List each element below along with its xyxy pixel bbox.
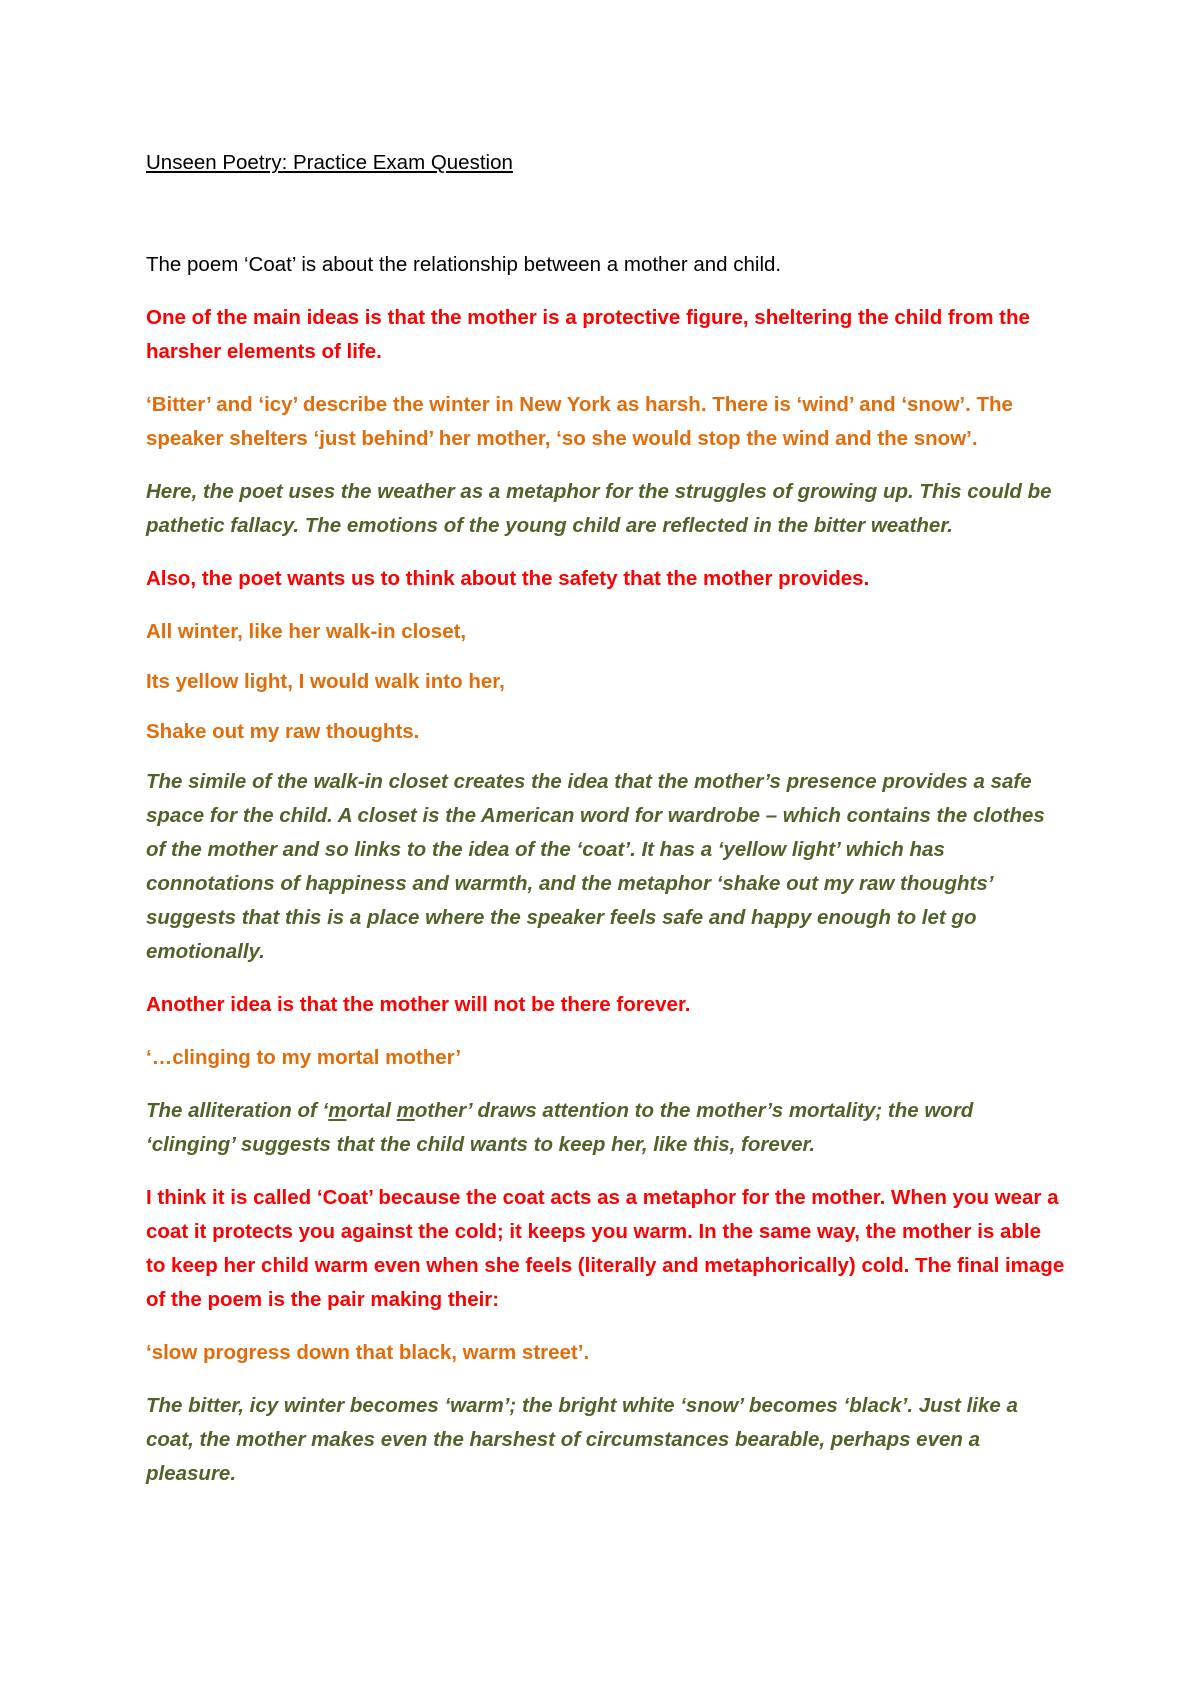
document-title: Unseen Poetry: Practice Exam Question	[146, 151, 513, 174]
evidence-paragraph-1: ‘Bitter’ and ‘icy’ describe the winter in New York as harsh. There is ‘wind’ and ‘snow’. The speaker shelters ‘just behind’ her mother, ‘so she would stop the wind and the snow’.	[146, 393, 1013, 450]
explanation-3-part-a: The alliteration of ‘	[146, 1099, 329, 1122]
quote-line-1: All winter, like her walk-in closet,	[146, 620, 467, 643]
alliteration-letter-2: m	[396, 1099, 415, 1122]
quote-line-3: Shake out my raw thoughts.	[146, 720, 420, 743]
alliteration-letter-1: m	[328, 1099, 347, 1122]
explanation-paragraph-4: The bitter, icy winter becomes ‘warm’; the bright white ‘snow’ becomes ‘black’. Just like a coat, the mother makes even the harshest of circumstances bearable, perhaps even a pleasure.	[146, 1394, 1018, 1485]
point-paragraph-3: Another idea is that the mother will not be there forever.	[146, 993, 691, 1016]
explanation-paragraph-3	[146, 1094, 1066, 1162]
explanation-paragraph-2: The simile of the walk-in closet creates the idea that the mother’s presence provides a safe space for the child. A closet is the American word for wardrobe – which contains the clothes of the mother and so links to the idea of the ‘coat’. It has a ‘yellow light’ which has connotations of happiness and warmth, and the metaphor ‘shake out my raw thoughts’ suggests that this is a place where the speaker feels safe and happy enough to let go emotionally.	[146, 770, 1045, 963]
explanation-paragraph-1: Here, the poet uses the weather as a metaphor for the struggles of growing up. This could be pathetic fallacy. The emotions of the young child are reflected in the bitter weather.	[146, 480, 1052, 537]
explanation-3-part-b: ortal	[346, 1099, 397, 1122]
intro-paragraph: The poem ‘Coat’ is about the relationship between a mother and child.	[146, 253, 782, 276]
quote-line-2: Its yellow light, I would walk into her,	[146, 670, 505, 693]
explanation-3-part-c: other’ draws attention to the mother’s mortality; the word ‘clinging’ suggests that the child wants to keep her, like this, forever.	[146, 1099, 974, 1156]
quote-line-5: ‘slow progress down that black, warm street’.	[146, 1341, 590, 1364]
quote-line-4: ‘…clinging to my mortal mother’	[146, 1046, 462, 1069]
point-paragraph-1: One of the main ideas is that the mother is a protective figure, sheltering the child from the harsher elements of life.	[146, 306, 1030, 363]
point-paragraph-4: I think it is called ‘Coat’ because the coat acts as a metaphor for the mother. When you wear a coat it protects you against the cold; it keeps you warm. In the same way, the mother is able to keep her child warm even when she feels (literally and metaphorically) cold. The final image of the poem is the pair making their:	[146, 1186, 1065, 1311]
point-paragraph-2: Also, the poet wants us to think about the safety that the mother provides.	[146, 567, 870, 590]
document-page	[146, 146, 1066, 1510]
